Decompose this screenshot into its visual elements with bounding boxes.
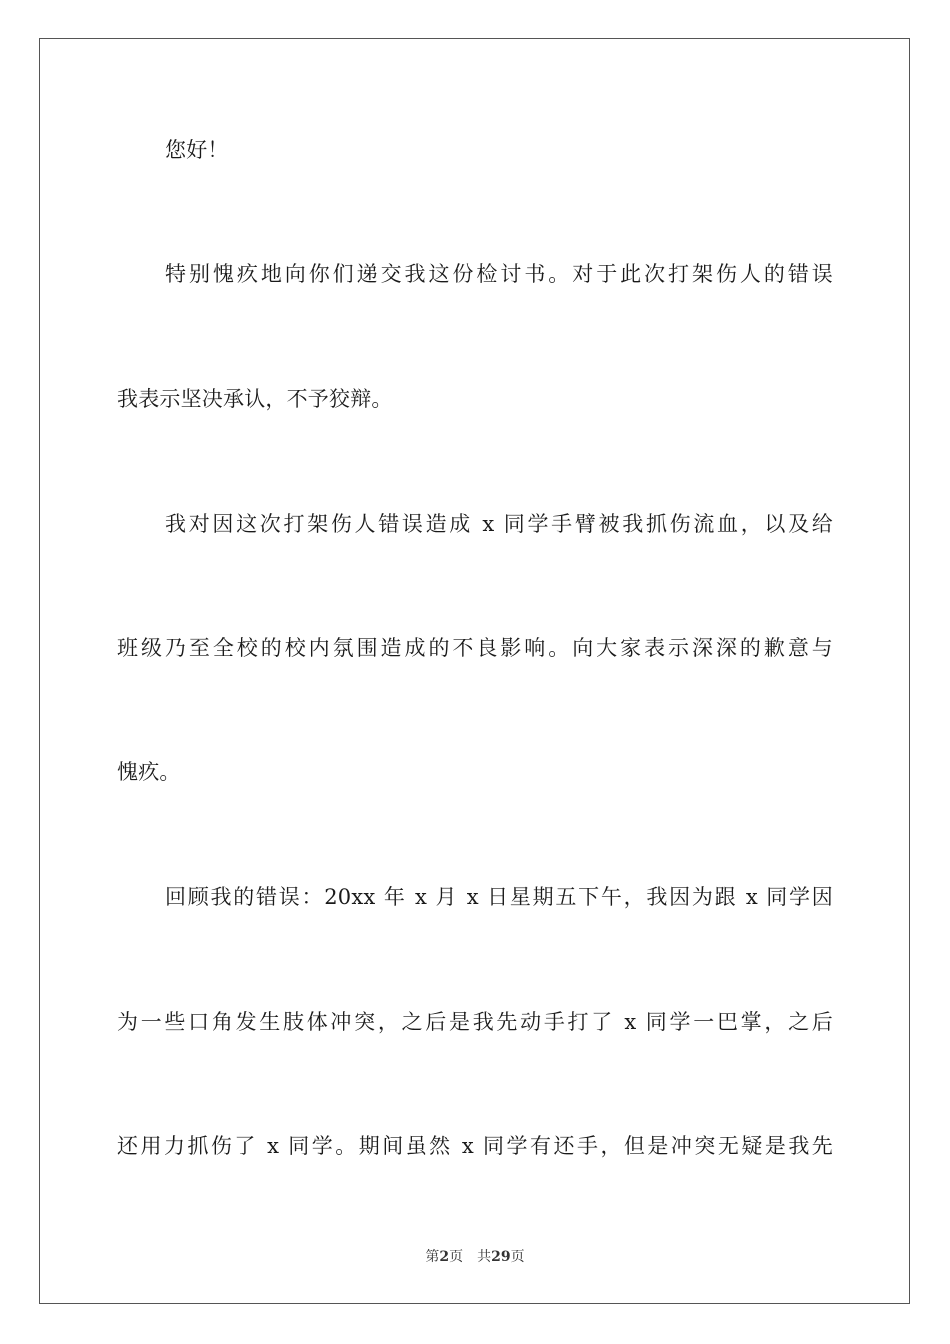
page-frame [39, 38, 910, 1304]
page-prefix: 第 [425, 1249, 440, 1265]
page-footer [0, 1247, 950, 1267]
page-suffix: 页 [449, 1249, 464, 1265]
paragraph-line: 我对因这次打架伤人错误造成 x 同学手臂被我抓伤流血，以及给 [165, 512, 833, 536]
paragraph-line: 我表示坚决承认，不予狡辩。 [117, 387, 393, 411]
greeting-line: 您好！ [165, 138, 229, 162]
paragraph-line: 愧疚。 [117, 760, 181, 784]
paragraph-line: 回顾我的错误：20xx 年 x 月 x 日星期五下午，我因为跟 x 同学因 [165, 885, 833, 909]
paragraph-line: 为一些口角发生肢体冲突，之后是我先动手打了 x 同学一巴掌，之后 [117, 1010, 833, 1034]
total-suffix: 页 [510, 1249, 525, 1265]
total-prefix: 共 [477, 1249, 492, 1265]
paragraph-line: 班级乃至全校的校内氛围造成的不良影响。向大家表示深深的歉意与 [117, 636, 833, 660]
paragraph-line: 特别愧疚地向你们递交我这份检讨书。对于此次打架伤人的错误 [165, 262, 833, 286]
page-total: 29 [491, 1249, 511, 1265]
paragraph-line: 还用力抓伤了 x 同学。期间虽然 x 同学有还手，但是冲突无疑是我先 [117, 1134, 833, 1158]
page-current: 2 [439, 1249, 450, 1265]
